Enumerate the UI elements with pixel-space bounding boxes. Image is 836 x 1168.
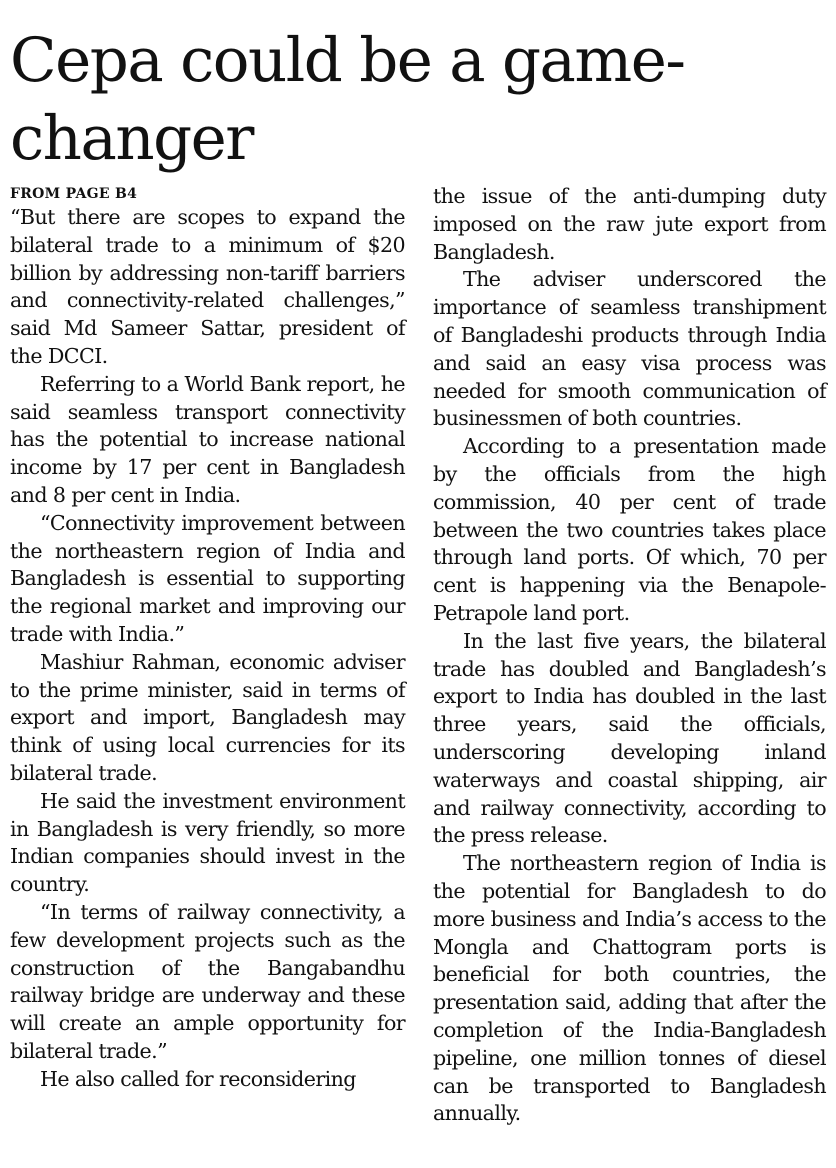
paragraph: In the last five years, the bilateral trade has doubled and Bangladesh’s export to India has doubled in the last three years, said the officials, underscoring developing inland waterways and coastal shipping, air and railway connectivity, according to the press release. [433, 628, 826, 848]
paragraph: The northeastern region of India is the potential for Bangladesh to do more business and India’s access to the Mongla and Chattogram ports is beneficial for both countries, the presentation said, adding that after the completion of the India-Bangladesh pipeline, one million tonnes of diesel can be transported to Bangladesh annually. [433, 851, 826, 1126]
paragraph: “Connectivity improvement between the northeastern region of India and Bangladesh is essential to supporting the regional market and improving our trade with India.” [10, 510, 405, 646]
paragraph: The adviser underscored the importance of seamless transhipment of Bangladeshi products through India and said an easy visa process was needed for smooth communication of businessmen of both countries. [433, 267, 826, 431]
paragraph: the issue of the anti-dumping duty imposed on the raw jute export from Bangladesh. [433, 184, 826, 264]
paragraph: He said the investment environment in Bangladesh is very friendly, so more Indian companies should invest in the country. [10, 788, 405, 897]
paragraph: “In terms of railway connectivity, a few development projects such as the construction of the Bangabandhu railway bridge are underway and these will create an ample opportunity for bilateral trade.” [10, 899, 405, 1063]
paragraph: “But there are scopes to expand the bilateral trade to a minimum of $20 billion by addressing non-tariff barriers and connectivity-related challenges,” said Md Sameer Sattar, president of the DCCI. [10, 205, 405, 368]
headline: Cepa could be a game-changer [10, 25, 685, 174]
paragraph: According to a presentation made by the officials from the high commission, 40 per cent of trade between the two countries takes place through land ports. Of which, 70 per cent is happening via the Benapole-Petrapole land port. [433, 434, 826, 625]
paragraph: He also called for reconsidering [40, 1066, 356, 1091]
continuation-kicker: FROM PAGE B4 [10, 186, 138, 202]
paragraph: Referring to a World Bank report, he said seamless transport connectivity has the potential to increase national income by 17 per cent in Bangladesh and 8 per cent in India. [10, 371, 405, 507]
right-column [433, 183, 826, 1128]
left-column [10, 183, 405, 1094]
paragraph: Mashiur Rahman, economic adviser to the prime minister, said in terms of export and import, Bangladesh may think of using local currencies for its bilateral trade. [10, 649, 405, 785]
